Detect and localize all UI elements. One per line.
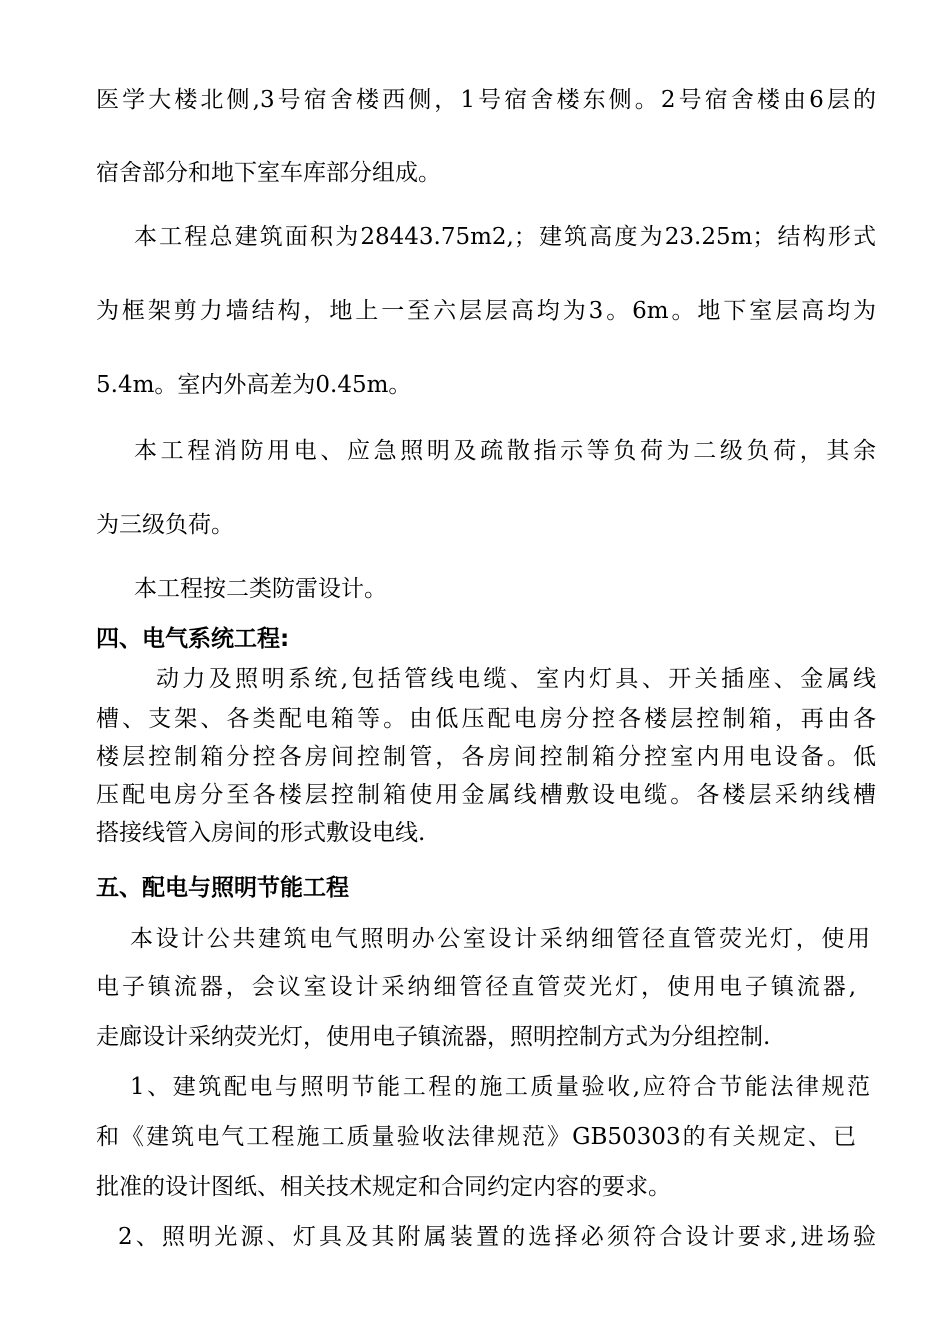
section-heading: 五、配电与照明节能工程: [96, 875, 349, 901]
paragraph-line: 1、建筑配电与照明节能工程的施工质量验收,应符合节能法律规范: [130, 1074, 870, 1100]
paragraph-line: 医学大楼北侧,3号宿舍楼西侧，1号宿舍楼东侧。2号宿舍楼由6层的: [96, 87, 876, 113]
paragraph-line: 走廊设计采纳荧光灯，使用电子镇流器，照明控制方式为分组控制.: [96, 1024, 771, 1050]
section-heading: 四、电气系统工程:: [96, 626, 290, 652]
paragraph-line: 楼层控制箱分控各房间控制管，各房间控制箱分控室内用电设备。低: [96, 744, 876, 770]
paragraph-line: 动力及照明系统,包括管线电缆、室内灯具、开关插座、金属线: [156, 666, 876, 692]
paragraph-line: 宿舍部分和地下室车库部分组成。: [96, 160, 441, 186]
paragraph-line: 为三级负荷。: [96, 512, 234, 538]
paragraph-line: 和《建筑电气工程施工质量验收法律规范》GB50303的有关规定、已: [96, 1124, 856, 1150]
paragraph-line: 本工程按二类防雷设计。: [134, 576, 387, 602]
paragraph-line: 槽、支架、各类配电箱等。由低压配电房分控各楼层控制箱，再由各: [96, 706, 876, 732]
paragraph-line: 本工程总建筑面积为28443.75m2,；建筑高度为23.25m；结构形式: [134, 224, 876, 250]
paragraph-line: 2、照明光源、灯具及其附属装置的选择必须符合设计要求,进场验: [118, 1224, 876, 1250]
paragraph-line: 本设计公共建筑电气照明办公室设计采纳细管径直管荧光灯，使用: [130, 926, 870, 952]
paragraph-line: 搭接线管入房间的形式敷设电线.: [96, 820, 426, 846]
paragraph-line: 为框架剪力墙结构，地上一至六层层高均为3。6m。地下室层高均为: [96, 298, 876, 324]
paragraph-line: 批准的设计图纸、相关技术规定和合同约定内容的要求。: [96, 1174, 671, 1200]
paragraph-line: 本工程消防用电、应急照明及疏散指示等负荷为二级负荷，其余: [134, 438, 876, 464]
paragraph-line: 电子镇流器，会议室设计采纳细管径直管荧光灯，使用电子镇流器,: [96, 974, 856, 1000]
paragraph-line: 压配电房分至各楼层控制箱使用金属线槽敷设电缆。各楼层采纳线槽: [96, 782, 876, 808]
paragraph-line: 5.4m。室内外高差为0.45m。: [96, 372, 412, 398]
